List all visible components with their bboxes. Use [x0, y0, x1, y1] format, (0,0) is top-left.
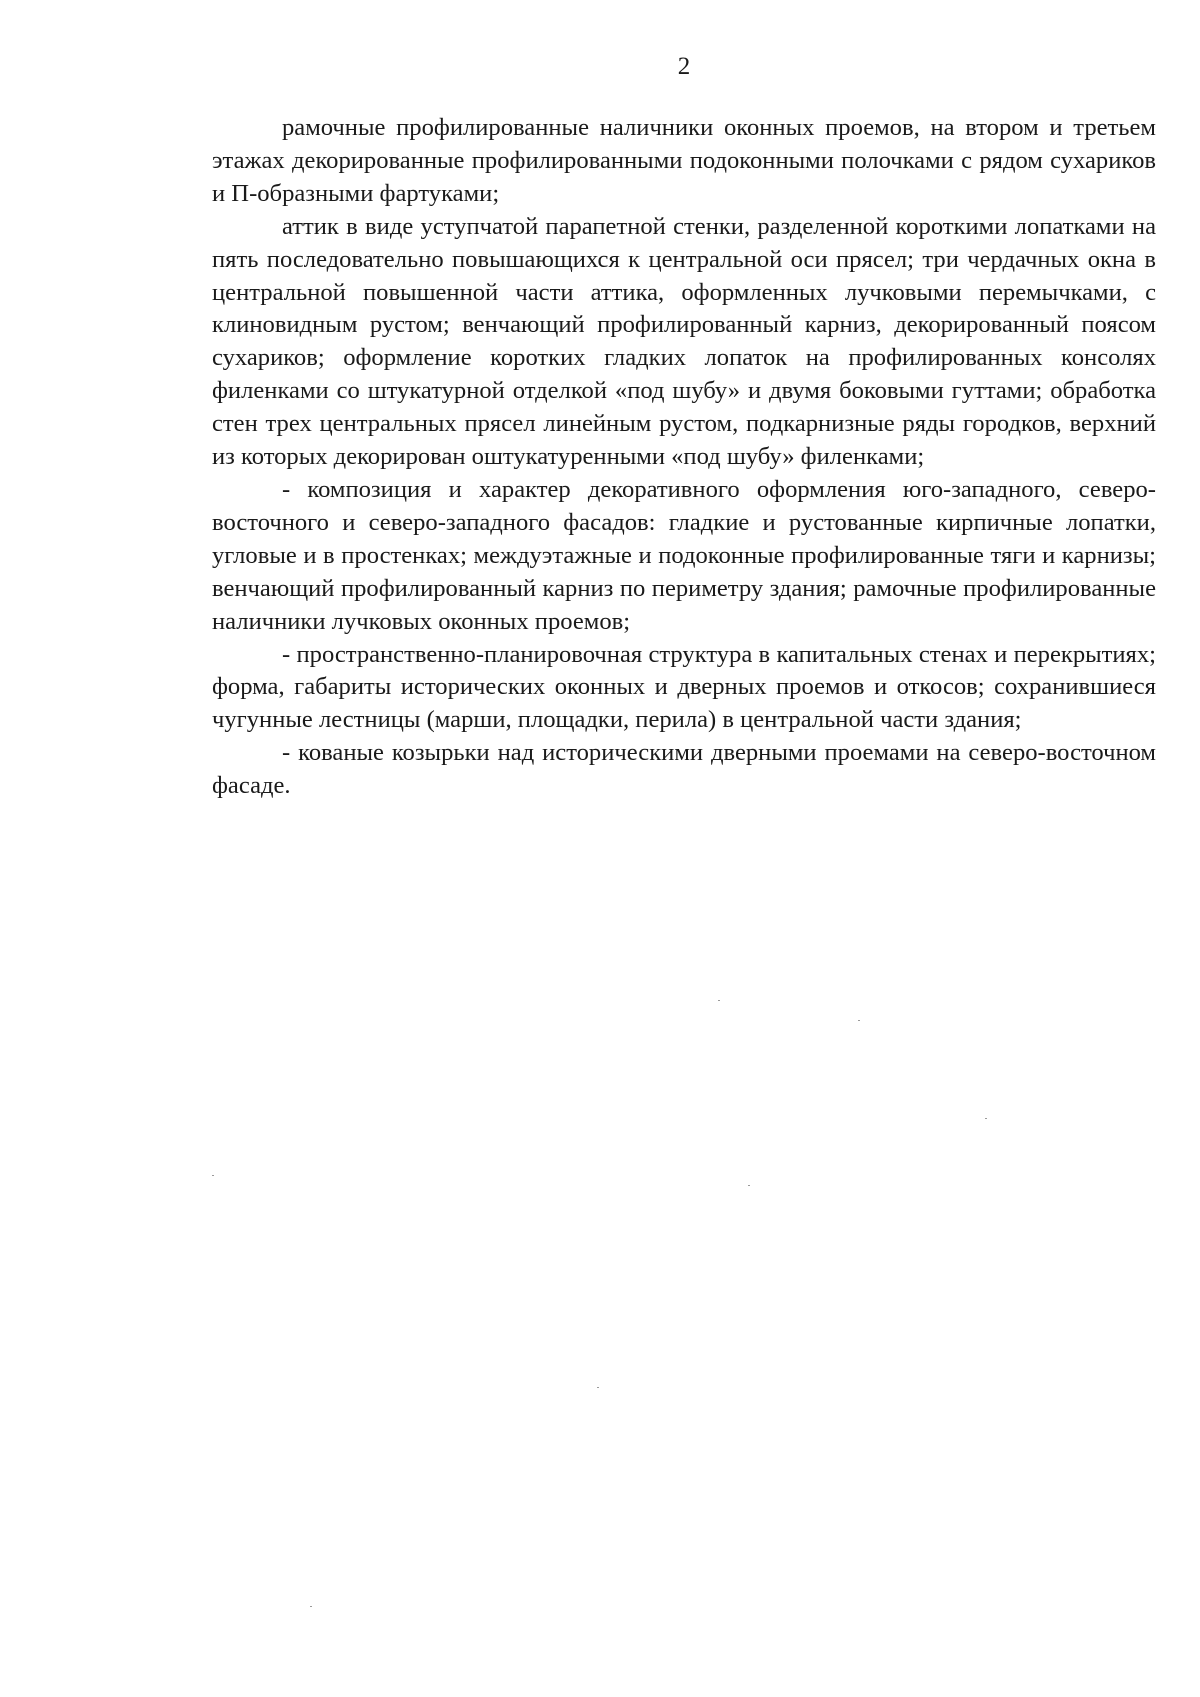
scan-speck [718, 1000, 720, 1001]
scan-speck [597, 1387, 599, 1388]
paragraph-forged-canopies: - кованые козырьки над историческими дверными проемами на северо-восточном фасаде. [212, 739, 1156, 800]
scan-speck [310, 1606, 312, 1607]
scan-speck [748, 1185, 750, 1186]
scan-speck [985, 1118, 987, 1119]
scan-speck [212, 1175, 214, 1176]
paragraph-facades-decoration: - композиция и характер декоративного оформления юго-западного, северо-восточного и северо-западного фасадов: гладкие и рустованные кирпичные лопатки, угловые и в простенках; междуэтажные и подоконные профилированные тяги и карнизы; венчающий профилированный карниз по периметру здания; рамочные профилированные наличники лучковых оконных проемов; [212, 475, 1156, 635]
document-body [212, 112, 1156, 803]
paragraph-planning-structure: - пространственно-планировочная структура в капитальных стенах и перекрытиях; форма, габариты исторических оконных и дверных проемов и откосов; сохранившиеся чугунные лестницы (марши, площадки, перила) в центральной части здания; [212, 640, 1156, 734]
page-number: 2 [677, 53, 691, 80]
scan-speck [858, 1020, 860, 1021]
paragraph-window-surrounds: рамочные профилированные наличники оконных проемов, на втором и третьем этажах декорированные профилированными подоконными полочками с рядом сухариков и П-образными фартуками; [212, 114, 1156, 207]
paragraph-attic: аттик в виде уступчатой парапетной стенки, разделенной короткими лопатками на пять последовательно повышающихся к центральной оси прясел; три чердачных окна в центральной повышенной части аттика, оформленных лучковыми перемычками, с клиновидным рустом; венчающий профилированный карниз, декорированный поясом сухариков; оформление коротких гладких лопаток на профилированных консолях филенками со штукатурной отделкой «под шубу» и двумя боковыми гуттами; обработка стен трех центральных прясел линейным рустом, подкарнизные ряды городков, верхний из которых декорирован оштукатуренными «под шубу» филенками; [212, 212, 1156, 471]
